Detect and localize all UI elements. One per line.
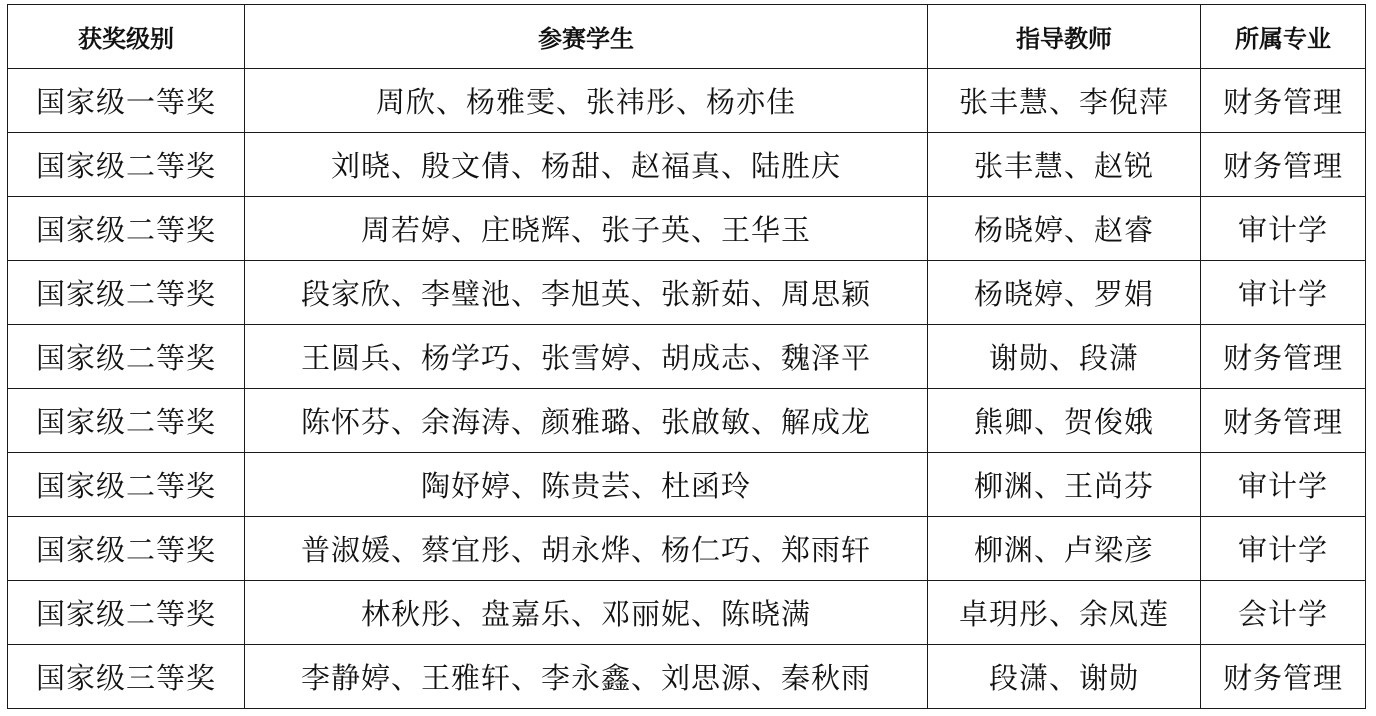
table-row <box>8 197 1366 261</box>
students-cell: 周若婷、庄晓辉、张子英、王华玉 <box>245 197 928 261</box>
students-cell: 林秋彤、盘嘉乐、邓丽妮、陈晓满 <box>245 581 928 645</box>
major-cell: 会计学 <box>1201 581 1366 645</box>
award-level-cell: 国家级二等奖 <box>8 133 245 197</box>
award-level-cell: 国家级二等奖 <box>8 261 245 325</box>
award-level-cell: 国家级二等奖 <box>8 453 245 517</box>
major-cell: 财务管理 <box>1201 389 1366 453</box>
students-cell: 刘晓、殷文倩、杨甜、赵福真、陆胜庆 <box>245 133 928 197</box>
advisors-cell: 段潇、谢勋 <box>928 645 1201 709</box>
table-row <box>8 517 1366 581</box>
header-advisors: 指导教师 <box>928 5 1201 69</box>
major-cell: 财务管理 <box>1201 69 1366 133</box>
header-row <box>8 5 1366 69</box>
students-cell: 周欣、杨雅雯、张祎彤、杨亦佳 <box>245 69 928 133</box>
major-cell: 财务管理 <box>1201 325 1366 389</box>
table-row <box>8 389 1366 453</box>
award-level-cell: 国家级二等奖 <box>8 325 245 389</box>
table-row <box>8 69 1366 133</box>
students-cell: 李静婷、王雅轩、李永鑫、刘思源、秦秋雨 <box>245 645 928 709</box>
advisors-cell: 卓玥彤、余凤莲 <box>928 581 1201 645</box>
award-level-cell: 国家级二等奖 <box>8 197 245 261</box>
students-cell: 陶妤婷、陈贵芸、杜函玲 <box>245 453 928 517</box>
award-level-cell: 国家级一等奖 <box>8 69 245 133</box>
students-cell: 普淑媛、蔡宜彤、胡永烨、杨仁巧、郑雨轩 <box>245 517 928 581</box>
advisors-cell: 杨晓婷、罗娟 <box>928 261 1201 325</box>
advisors-cell: 杨晓婷、赵睿 <box>928 197 1201 261</box>
table-header <box>8 5 1366 69</box>
students-cell: 王圆兵、杨学巧、张雪婷、胡成志、魏泽平 <box>245 325 928 389</box>
advisors-cell: 柳渊、王尚芬 <box>928 453 1201 517</box>
table-row <box>8 261 1366 325</box>
major-cell: 财务管理 <box>1201 645 1366 709</box>
award-level-cell: 国家级二等奖 <box>8 581 245 645</box>
table-row <box>8 133 1366 197</box>
award-level-cell: 国家级二等奖 <box>8 517 245 581</box>
advisors-cell: 谢勋、段潇 <box>928 325 1201 389</box>
header-students: 参赛学生 <box>245 5 928 69</box>
major-cell: 审计学 <box>1201 261 1366 325</box>
award-level-cell: 国家级三等奖 <box>8 645 245 709</box>
students-cell: 陈怀芬、余海涛、颜雅璐、张啟敏、解成龙 <box>245 389 928 453</box>
major-cell: 财务管理 <box>1201 133 1366 197</box>
table-row <box>8 325 1366 389</box>
awards-table <box>7 4 1366 709</box>
table-row <box>8 645 1366 709</box>
major-cell: 审计学 <box>1201 197 1366 261</box>
advisors-cell: 熊卿、贺俊娥 <box>928 389 1201 453</box>
award-level-cell: 国家级二等奖 <box>8 389 245 453</box>
table-row <box>8 453 1366 517</box>
header-major: 所属专业 <box>1201 5 1366 69</box>
advisors-cell: 张丰慧、赵锐 <box>928 133 1201 197</box>
students-cell: 段家欣、李璧池、李旭英、张新茹、周思颖 <box>245 261 928 325</box>
major-cell: 审计学 <box>1201 517 1366 581</box>
table-body <box>8 69 1366 709</box>
advisors-cell: 张丰慧、李倪萍 <box>928 69 1201 133</box>
advisors-cell: 柳渊、卢梁彦 <box>928 517 1201 581</box>
major-cell: 审计学 <box>1201 453 1366 517</box>
header-award-level: 获奖级别 <box>8 5 245 69</box>
table-row <box>8 581 1366 645</box>
